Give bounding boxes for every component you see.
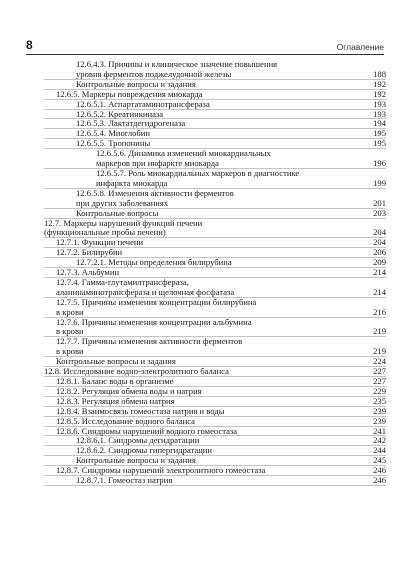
toc-entry-line: 12.7.2.1. Методы определения билирубина	[76, 257, 232, 268]
toc-entry-page: 192	[373, 78, 386, 89]
toc-entry-line: 12.8.7.1. Гомеостаз натрия	[76, 475, 173, 486]
toc-entry-page: 227	[373, 376, 386, 386]
toc-entry-title	[44, 219, 362, 239]
toc-entry-page: 195	[373, 128, 386, 139]
toc-entry-line: 12.8.2. Регуляция обмена воды и натрия	[56, 385, 202, 396]
toc-entry-page: 201	[373, 197, 386, 208]
toc-entry	[44, 318, 386, 338]
toc-entry-line: Контрольные вопросы и задания	[76, 78, 196, 89]
running-head: Оглавление	[336, 42, 384, 52]
toc-entry	[44, 149, 386, 169]
toc-entry-line: 12.8. Исследование водно-электролитного баланса	[44, 366, 229, 377]
toc-entry-page: 188	[373, 68, 386, 79]
toc-entry-page: 246	[373, 465, 386, 476]
toc-entry-page: 239	[373, 405, 386, 416]
toc-entry-page: 192	[373, 88, 386, 99]
toc-entry-page: 194	[373, 118, 386, 129]
toc-entry-title	[56, 337, 362, 357]
toc-entry-line: при других заболеваниях	[76, 197, 169, 208]
toc-entry-page: 204	[373, 227, 386, 238]
toc-entry	[44, 298, 386, 318]
toc-entry-line: 12.6.5.6. Динамика изменений миокардиальных	[96, 148, 271, 159]
toc-entry-page: 242	[373, 435, 386, 446]
toc-entry	[44, 60, 386, 80]
toc-entry-line: 12.6.5.1. Аспартатаминотрансфераза	[76, 98, 210, 109]
toc-entry-page: 209	[373, 257, 386, 268]
toc-entry-page: 224	[373, 356, 386, 367]
toc-entry-title	[76, 60, 362, 80]
toc-entry-line: 12.6.5.8. Изменения активности ферментов	[76, 187, 234, 198]
toc-entry-line: в крови	[56, 306, 84, 317]
toc-entry-page: 196	[373, 158, 386, 169]
toc-entry-page: 204	[373, 237, 386, 248]
toc-entry-page: 219	[373, 326, 386, 337]
toc-entry-line: 12.7.2. Билирубин	[56, 247, 123, 258]
toc-entry-line: маркеров при инфаркте миокарда	[96, 158, 219, 169]
toc-entry-page: 199	[373, 177, 386, 188]
toc-entry-page: 246	[373, 475, 386, 486]
toc-entry-line: 12.8.6. Синдромы нарушений водного гомеостаза	[56, 425, 238, 436]
toc-entry	[44, 189, 386, 209]
toc-entry-line: 12.7.6. Причины изменения концентрации альбумина	[56, 316, 252, 327]
toc-entry-line: 12.6.5.4. Миоглобин	[76, 128, 151, 139]
toc-entry-title	[56, 318, 362, 338]
toc-entry-line: аланинаминотрансфераза и щелочная фосфатаза	[56, 286, 235, 297]
toc-entry	[44, 278, 386, 298]
toc-entry-line: Контрольные вопросы	[76, 207, 159, 218]
toc-entry-page: 216	[373, 306, 386, 317]
toc-entry-page: 193	[373, 98, 386, 109]
toc-entry-page: 214	[373, 286, 386, 297]
toc-entry-line: 12.7. Маркеры нарушений функций печени	[44, 217, 203, 228]
toc-entry-line: инфаркта миокарда	[96, 177, 168, 188]
toc-entry-page: 239	[373, 415, 386, 426]
toc-entry-line: (функциональные пробы печени)	[44, 227, 166, 238]
toc-entry-page: 219	[373, 346, 386, 357]
toc-entry-page: 229	[373, 385, 386, 396]
page-number: 8	[26, 38, 33, 52]
toc-entry-line: 12.6.5.5. Тропонины	[76, 138, 151, 149]
toc-entry	[44, 476, 386, 486]
toc-entry-line: 12.6.4.3. Причины и клиническое значение повышения	[76, 59, 278, 69]
toc-entry-title	[56, 298, 362, 318]
toc-entry-page: 195	[373, 138, 386, 149]
toc-entry-line: в крови	[56, 346, 84, 357]
toc-entry	[44, 209, 386, 219]
table-of-contents	[44, 60, 386, 486]
toc-entry-page: 245	[373, 455, 386, 466]
toc-entry-title	[76, 209, 362, 219]
toc-entry-line: 12.7.3. Альбумин	[56, 267, 120, 278]
toc-entry-line: уровня ферментов поджелудочной железы	[76, 68, 232, 79]
toc-entry-line: 12.8.3. Регуляция обмена натрия	[56, 395, 175, 406]
toc-entry-page: 203	[373, 207, 386, 218]
toc-entry	[44, 337, 386, 357]
toc-entry-title	[96, 149, 362, 169]
toc-entry-line: 12.8.5. Исследование водного баланса	[56, 415, 195, 426]
toc-entry-line: 12.7.5. Причины изменения концентрации билирубина	[56, 296, 257, 307]
page-header	[26, 40, 384, 55]
toc-entry-title	[76, 476, 362, 486]
toc-entry-page: 235	[373, 395, 386, 406]
toc-entry-page: 227	[373, 366, 386, 377]
toc-entry-page: 244	[373, 445, 386, 456]
toc-entry-page: 241	[373, 425, 386, 436]
toc-entry-line: 12.6.5.7. Роль миокардиальных маркеров в диагностике	[96, 167, 300, 178]
toc-entry-line: 12.7.7. Причины изменения активности ферментов	[56, 336, 243, 347]
toc-entry-page: 214	[373, 267, 386, 278]
toc-entry-title	[56, 278, 362, 298]
toc-entry-title	[96, 169, 362, 189]
toc-entry-line: Контрольные вопросы и задания	[76, 455, 196, 466]
toc-entry-line: 12.6.5. Маркеры повреждения миокарда	[56, 88, 203, 99]
toc-entry	[44, 169, 386, 189]
toc-entry	[44, 219, 386, 239]
toc-entry-line: 12.6.5.3. Лактатдегидрогеназа	[76, 118, 186, 129]
toc-entry-line: 12.7.4. Гамма-глутамилтрансфераза,	[56, 276, 189, 287]
toc-entry-line: в крови	[56, 326, 84, 337]
toc-entry-line: Контрольные вопросы и задания	[56, 356, 176, 367]
toc-entry-line: 12.8.7. Синдромы нарушений электролитного гомеостаза	[56, 465, 266, 476]
toc-entry-line: 12.8.1. Баланс воды в организме	[56, 376, 174, 386]
toc-entry-line: 12.6.5.2. Креатинкиназа	[76, 108, 164, 119]
toc-entry-line: 12.8.6.2. Синдромы гипергидратации	[76, 445, 213, 456]
toc-entry-title	[76, 189, 362, 209]
toc-entry-line: 12.8.4. Взаимосвязь гомеостаза натрия и воды	[56, 405, 225, 416]
toc-entry-line: 12.7.1. Функции печени	[56, 237, 144, 248]
toc-entry-page: 193	[373, 108, 386, 119]
toc-entry-page: 206	[373, 247, 386, 258]
toc-entry-line: 12.8.6.1. Синдромы дегидратации	[76, 435, 200, 446]
